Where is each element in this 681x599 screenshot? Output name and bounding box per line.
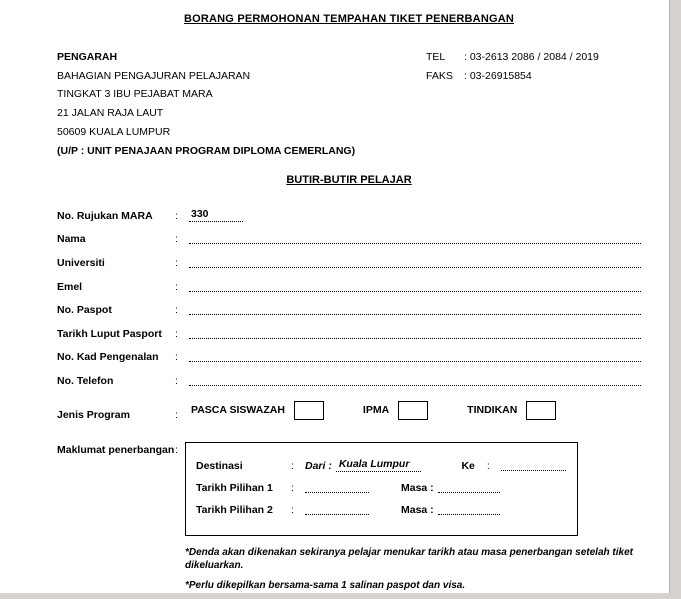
field-label: Nama	[57, 233, 86, 246]
window-edge	[0, 593, 681, 599]
field-input-line[interactable]	[189, 384, 641, 386]
option-pasca-siswazah	[191, 401, 324, 420]
colon: :	[175, 233, 178, 246]
field-row-paspot	[57, 293, 641, 317]
option-label: PASCA SISWAZAH	[191, 404, 285, 417]
ke-label: Ke	[461, 459, 475, 472]
checkbox-tindikan[interactable]	[526, 401, 556, 420]
tel-row	[426, 48, 641, 67]
field-input-line[interactable]	[189, 290, 641, 292]
option-label: TINDIKAN	[467, 404, 518, 417]
colon: :	[175, 408, 178, 421]
address-line: 21 JALAN RAJA LAUT	[57, 107, 164, 120]
field-label: No. Paspot	[57, 304, 112, 317]
ke-input-line[interactable]	[501, 469, 566, 471]
field-input-line[interactable]	[189, 313, 641, 315]
field-row-nama	[57, 222, 641, 246]
field-row-telefon	[57, 363, 641, 387]
tarikh-2-input-line[interactable]	[305, 513, 369, 515]
colon: :	[175, 304, 178, 317]
field-input-line[interactable]	[189, 242, 641, 244]
option-tindikan	[467, 401, 556, 420]
faks-row	[426, 67, 641, 86]
footnote-kepil: *Perlu dikepilkan bersama-sama 1 salinan paspot dan visa.	[185, 579, 466, 591]
footnote-denda: *Denda akan dikenakan sekiranya pelajar menukar tarikh atau masa penerbangan setelah tiket dikeluarkan.	[185, 546, 633, 571]
dari-label: Dari :	[305, 459, 332, 472]
colon: :	[291, 503, 294, 516]
address-line: TINGKAT 3 IBU PEJABAT MARA	[57, 88, 213, 101]
destinasi-label: Destinasi	[196, 459, 243, 472]
field-row-universiti	[57, 245, 641, 269]
field-label: Universiti	[57, 257, 105, 269]
maklumat-label: Maklumat penerbangan	[57, 443, 175, 456]
colon: :	[175, 209, 178, 222]
address-block	[57, 48, 426, 160]
address-line: 50609 KUALA LUMPUR	[57, 125, 171, 138]
tarikh-pilihan-1-label: Tarikh Pilihan 1	[196, 481, 273, 494]
tarikh-pilihan-1-row	[196, 472, 567, 494]
masa-label: Masa :	[401, 481, 434, 494]
address-line: BAHAGIAN PENGAJURAN PELAJARAN	[57, 69, 251, 82]
field-label: No. Telefon	[57, 374, 114, 387]
colon: :	[486, 459, 490, 472]
colon: :	[291, 459, 294, 472]
tel-label: TEL	[426, 51, 446, 63]
field-label: No. Rujukan MARA	[57, 209, 153, 222]
checkbox-ipma[interactable]	[398, 401, 428, 420]
option-label: IPMA	[362, 404, 390, 417]
destinasi-row	[196, 450, 567, 472]
tel-value: : 03-2613 2086 / 2084 / 2019	[464, 51, 599, 63]
masa-1-input-line[interactable]	[438, 491, 500, 493]
option-ipma	[363, 401, 428, 420]
contact-block	[426, 48, 641, 160]
scrollbar[interactable]	[669, 0, 681, 599]
field-row-tarikh-luput	[57, 316, 641, 340]
field-row-no-rujukan	[57, 198, 641, 222]
letterhead	[57, 48, 641, 160]
colon: :	[291, 481, 294, 494]
jenis-program-row	[57, 400, 641, 421]
section-title: BUTIR-BUTIR PELAJAR	[286, 174, 412, 187]
document-title: BORANG PERMOHONAN TEMPAHAN TIKET PENERBANGAN	[183, 13, 515, 25]
colon: :	[175, 327, 178, 340]
tarikh-1-input-line[interactable]	[305, 491, 369, 493]
field-input-line[interactable]	[189, 337, 641, 339]
jenis-program-label: Jenis Program	[57, 408, 130, 421]
dari-value[interactable]: Kuala Lumpur	[336, 458, 422, 472]
maklumat-penerbangan-row	[57, 442, 641, 536]
field-row-kad-pengenalan	[57, 340, 641, 364]
faks-label: FAKS	[426, 69, 453, 82]
tarikh-pilihan-2-row	[196, 494, 567, 516]
colon: :	[175, 374, 178, 387]
flight-details-box	[185, 442, 578, 536]
field-label: No. Kad Pengenalan	[57, 351, 159, 364]
masa-2-input-line[interactable]	[438, 513, 500, 515]
field-label: Emel	[57, 280, 83, 293]
field-value-rujukan[interactable]: 330	[189, 208, 243, 222]
checkbox-pasca-siswazah[interactable]	[294, 401, 324, 420]
faks-value: : 03-26915854	[464, 69, 532, 82]
attention-line: (U/P : UNIT PENAJAAN PROGRAM DIPLOMA CEMERLANG)	[57, 144, 356, 157]
colon: :	[175, 280, 178, 293]
colon: :	[175, 443, 178, 456]
colon: :	[175, 351, 178, 364]
field-input-line[interactable]	[189, 360, 641, 362]
tarikh-pilihan-2-label: Tarikh Pilihan 2	[196, 503, 273, 516]
field-input-line[interactable]	[189, 266, 641, 268]
address-line: PENGARAH	[57, 51, 118, 63]
colon: :	[175, 257, 178, 269]
masa-label: Masa :	[401, 503, 434, 516]
field-row-emel	[57, 269, 641, 293]
field-label: Tarikh Luput Pasport	[57, 327, 162, 340]
